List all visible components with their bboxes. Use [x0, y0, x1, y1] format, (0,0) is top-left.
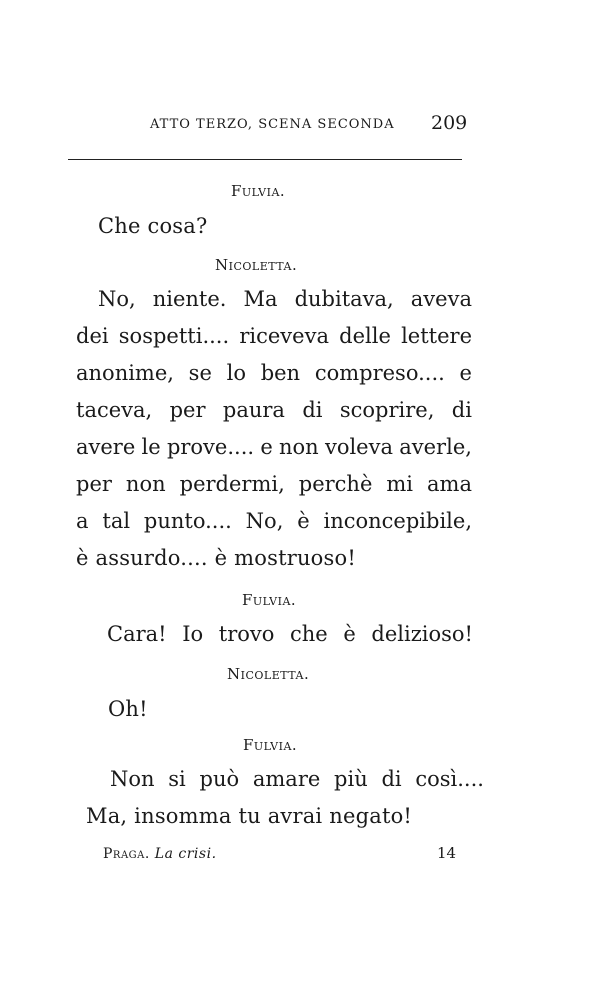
word: perchè	[298, 472, 373, 496]
speech-line	[107, 622, 473, 646]
word: dei	[76, 324, 109, 348]
word: più	[334, 767, 368, 791]
word: averle,	[399, 435, 472, 459]
word: tal	[102, 509, 131, 533]
word: delle	[339, 324, 391, 348]
word: No,	[98, 287, 136, 311]
word: paura	[222, 398, 285, 422]
word: amare	[252, 767, 321, 791]
speech-line	[76, 435, 472, 459]
word: inconcepibile,	[323, 509, 472, 533]
speech-line	[76, 361, 472, 385]
word: a	[76, 509, 89, 533]
word: trovo	[218, 622, 275, 646]
word: No,	[245, 509, 284, 533]
word: compreso....	[314, 361, 445, 385]
word: non	[125, 472, 166, 496]
signature-mark	[103, 846, 217, 862]
speech-line	[98, 287, 472, 311]
word: Non	[110, 767, 155, 791]
word: Ma	[243, 287, 278, 311]
word: voleva	[324, 435, 393, 459]
word: può	[199, 767, 240, 791]
word: mi	[386, 472, 414, 496]
word: è	[343, 622, 356, 646]
word: così....	[415, 767, 484, 791]
speech-line: Oh!	[108, 697, 148, 721]
speaker-fulvia: Fulvia.	[243, 736, 298, 754]
speech-line	[76, 324, 472, 348]
speaker-fulvia: Fulvia.	[242, 591, 297, 609]
word: aveva	[410, 287, 472, 311]
speech-line: Ma, insomma tu avrai negato!	[86, 804, 413, 828]
speech-line	[76, 472, 472, 496]
speech-line	[76, 398, 472, 422]
word: di	[451, 398, 472, 422]
word: le	[141, 435, 161, 459]
word: Cara!	[107, 622, 167, 646]
word: di	[302, 398, 323, 422]
word: per	[169, 398, 206, 422]
word: delizioso!	[371, 622, 473, 646]
word: per	[76, 472, 112, 496]
speech-line: Che cosa?	[98, 214, 208, 238]
word: riceveva	[239, 324, 329, 348]
word: e	[260, 435, 273, 459]
word: taceva,	[76, 398, 153, 422]
speaker-nicoletta: Nicoletta.	[227, 665, 310, 683]
word: lo	[226, 361, 246, 385]
speech-line	[110, 767, 484, 791]
word: scoprire,	[339, 398, 435, 422]
word: che	[290, 622, 328, 646]
page-number: 209	[431, 112, 468, 134]
speaker-nicoletta: Nicoletta.	[215, 256, 298, 274]
word: anonime,	[76, 361, 174, 385]
speech-line: è assurdo.... è mostruoso!	[76, 546, 356, 570]
word: dubitava,	[294, 287, 394, 311]
word: è	[297, 509, 310, 533]
word: di	[381, 767, 402, 791]
speaker-fulvia: Fulvia.	[231, 182, 286, 200]
word: ama	[427, 472, 472, 496]
word: e	[459, 361, 472, 385]
signature-number: 14	[437, 844, 457, 862]
header-rule	[68, 159, 462, 160]
word: ben	[260, 361, 301, 385]
word: sospetti....	[118, 324, 230, 348]
speech-line	[76, 509, 472, 533]
word: prove....	[166, 435, 255, 459]
word: non	[279, 435, 319, 459]
word: Io	[182, 622, 204, 646]
word: lettere	[401, 324, 472, 348]
word: avere	[76, 435, 136, 459]
word: se	[188, 361, 212, 385]
word: punto....	[143, 509, 232, 533]
signature-title: La crisi.	[154, 846, 217, 862]
word: perdermi,	[179, 472, 285, 496]
word: niente.	[152, 287, 227, 311]
word: si	[168, 767, 186, 791]
running-head: ATTO TERZO, SCENA SECONDA	[150, 117, 395, 132]
signature-author: Praga.	[103, 846, 150, 862]
